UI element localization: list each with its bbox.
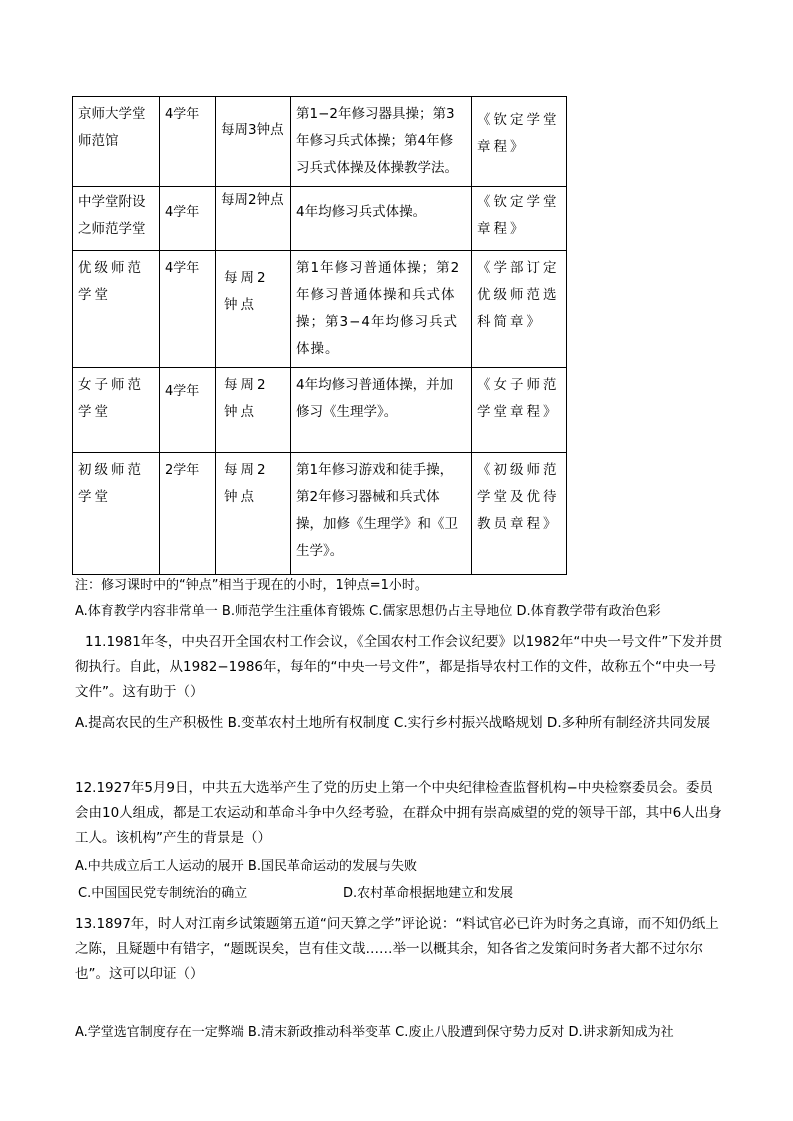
source-cell: 《钦定学堂章程》 [472, 97, 567, 187]
source-cell: 《女子师范学堂章程》 [472, 368, 567, 453]
content-cell: 第1年修习游戏和徒手操，第2年修习器械和兵式体操，加修《生理学》和《卫生学》。 [291, 453, 472, 575]
school-name-cell: 初级师范学堂 [73, 453, 160, 575]
hours-cell: 每周2钟点 [216, 187, 291, 251]
table-note: 注：修习课时中的“钟点”相当于现在的小时，1钟点=1小时。 [75, 578, 428, 593]
school-name-cell: 京师大学堂师范馆 [73, 97, 160, 187]
q11-stem: 11.1981年冬，中央召开全国农村工作会议，《全国农村工作会议纪要》以1982年“中央一号文件”下发并贯彻执行。自此，从1982−1986年，每年的“中央一号文件”，都是指导农村工作的文件，故称五个“中央一号文件”。这有助于（） [75, 634, 723, 700]
q12-stem: 12.1927年5月9日，中共五大选举产生了党的历史上第一个中央纪律检查监督机构−中央检察委员会。委员会由10人组成，都是工农运动和革命斗争中久经考验，在群众中拥有崇高威望的党的领导干部，其中6人出身工人。该机构”产生的背景是（） [75, 780, 722, 846]
hours-cell: 每周2钟点 [216, 251, 291, 368]
source-cell: 《钦定学堂章程》 [472, 187, 567, 251]
table-row [73, 187, 567, 251]
q10-options: A.体育教学内容非常单一 B.师范学生注重体育锻炼 C.儒家思想仍占主导地位 D.体育教学带有政治色彩 [75, 604, 661, 619]
source-cell: 《初级师范学堂及优待教员章程》 [472, 453, 567, 575]
content-cell: 第1年修习普通体操；第2年修习普通体操和兵式体操；第3−4年均修习兵式体操。 [291, 251, 472, 368]
hours-cell: 每周2钟点 [216, 453, 291, 575]
content-cell: 第1−2年修习器具操；第3年修习兵式体操；第4年修习兵式体操及体操教学法。 [291, 97, 472, 187]
q11-options: A.提高农民的生产积极性 B.变革农村土地所有权制度 C.实行乡村振兴战略规划 D.多种所有制经济共同发展 [75, 715, 711, 731]
table-row [73, 453, 567, 575]
q12-options-ab: A.中共成立后工人运动的展开 B.国民革命运动的发展与失败 [75, 859, 417, 874]
q13-options: A.学堂选官制度存在一定弊端 B.清末新政推动科举变革 C.废止八股遭到保守势力反对 D.讲求新知成为社 [75, 1025, 674, 1040]
pe-curriculum-table [72, 96, 567, 575]
school-name-cell: 中学堂附设之师范学堂 [73, 187, 160, 251]
q12-option-c: C.中国国民党专制统治的确立 [78, 886, 248, 901]
q12-option-d: D.农村革命根据地建立和发展 [343, 886, 514, 901]
hours-cell: 每周3钟点 [216, 97, 291, 187]
hours-cell: 每周2钟点 [216, 368, 291, 453]
years-cell: 4学年 [160, 368, 216, 453]
school-name-cell: 优级师范学堂 [73, 251, 160, 368]
years-cell: 2学年 [160, 453, 216, 575]
table-row [73, 251, 567, 368]
years-cell: 4学年 [160, 187, 216, 251]
content-cell: 4年均修习普通体操，并加修习《生理学》。 [291, 368, 472, 453]
source-cell: 《学部订定优级师范选科简章》 [472, 251, 567, 368]
years-cell: 4学年 [160, 251, 216, 368]
content-cell: 4年均修习兵式体操。 [291, 187, 472, 251]
table-row [73, 97, 567, 187]
years-cell: 4学年 [160, 97, 216, 187]
table-row [73, 368, 567, 453]
school-name-cell: 女子师范学堂 [73, 368, 160, 453]
q13-stem: 13.1897年，时人对江南乡试策题第五道“问天算之学”评论说：“料试官必已许为时务之真谛，而不知仍纸上之陈，且疑题中有错字，“题既误矣，岂有佳文哉……举一以概其余，知各省之发策问时务者大都不过尔尔也”。这可以印证（） [75, 916, 719, 982]
